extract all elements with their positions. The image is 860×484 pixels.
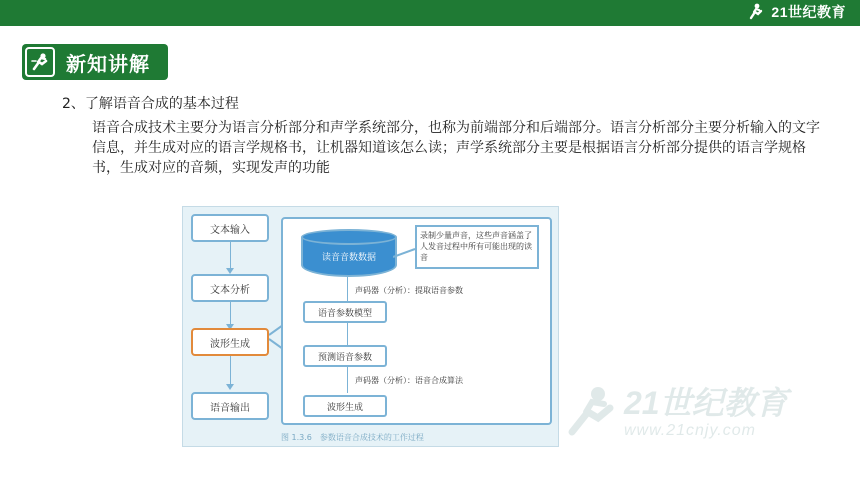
box-predict-params: 预测语音参数 bbox=[303, 345, 387, 367]
connector bbox=[347, 367, 348, 393]
watermark bbox=[560, 378, 820, 448]
top-bar bbox=[0, 0, 860, 26]
body-paragraph: 语音合成技术主要分为语言分析部分和声学系统部分，也称为前端部分和后端部分。语言分析部分主要分析输入的文字信息，并生成对应的语言学规格书，让机器知道该怎么读；声学系统部分主要是根据语言分析部分提供的语言学规格书，生成对应的音频，实现发声的功能 bbox=[92, 120, 820, 176]
section-badge bbox=[22, 44, 168, 80]
synthesis-diagram bbox=[182, 206, 559, 447]
badge-icon-wrap bbox=[22, 44, 58, 80]
box-waveform: 波形生成 bbox=[303, 395, 387, 417]
runner-badge-icon bbox=[25, 47, 55, 77]
section-title: 新知讲解 bbox=[66, 51, 150, 76]
recording-note: 录制少量声音，这些声音涵盖了人发音过程中所有可能出现的读音 bbox=[415, 225, 539, 269]
label-extract-params: 声码器（分析）：提取语音参数 bbox=[355, 286, 463, 295]
runner-icon bbox=[745, 2, 765, 22]
connector bbox=[347, 277, 348, 301]
point-title: 2、了解语音合成的基本过程 bbox=[62, 96, 239, 112]
watermark-text: 21世纪教育 bbox=[624, 385, 788, 421]
speech-database bbox=[301, 229, 397, 277]
watermark-runner-icon bbox=[560, 382, 620, 442]
step-speech-output: 语音输出 bbox=[191, 392, 269, 420]
database-top bbox=[301, 229, 397, 245]
database-label: 读音音数数据 bbox=[321, 252, 376, 263]
runner-icon bbox=[29, 51, 51, 73]
connector bbox=[347, 323, 348, 345]
step-text-input: 文本输入 bbox=[191, 214, 269, 242]
step-waveform-generation: 波形生成 bbox=[191, 328, 269, 356]
brand-logo bbox=[745, 2, 846, 22]
label-synthesis-algorithm: 声码器（分析）：语音合成算法 bbox=[355, 376, 463, 385]
step-text-analysis: 文本分析 bbox=[191, 274, 269, 302]
note-pointer bbox=[393, 247, 417, 259]
left-flow bbox=[191, 214, 271, 434]
box-param-model: 语音参数模型 bbox=[303, 301, 387, 323]
figure-caption: 图 1.3.6 参数语音合成技术的工作过程 bbox=[281, 433, 424, 442]
arrow-down-icon bbox=[226, 384, 234, 390]
detail-panel bbox=[281, 217, 552, 425]
brand-text: 21世纪教育 bbox=[771, 4, 846, 20]
watermark-url: www.21cnjy.com bbox=[624, 422, 756, 439]
